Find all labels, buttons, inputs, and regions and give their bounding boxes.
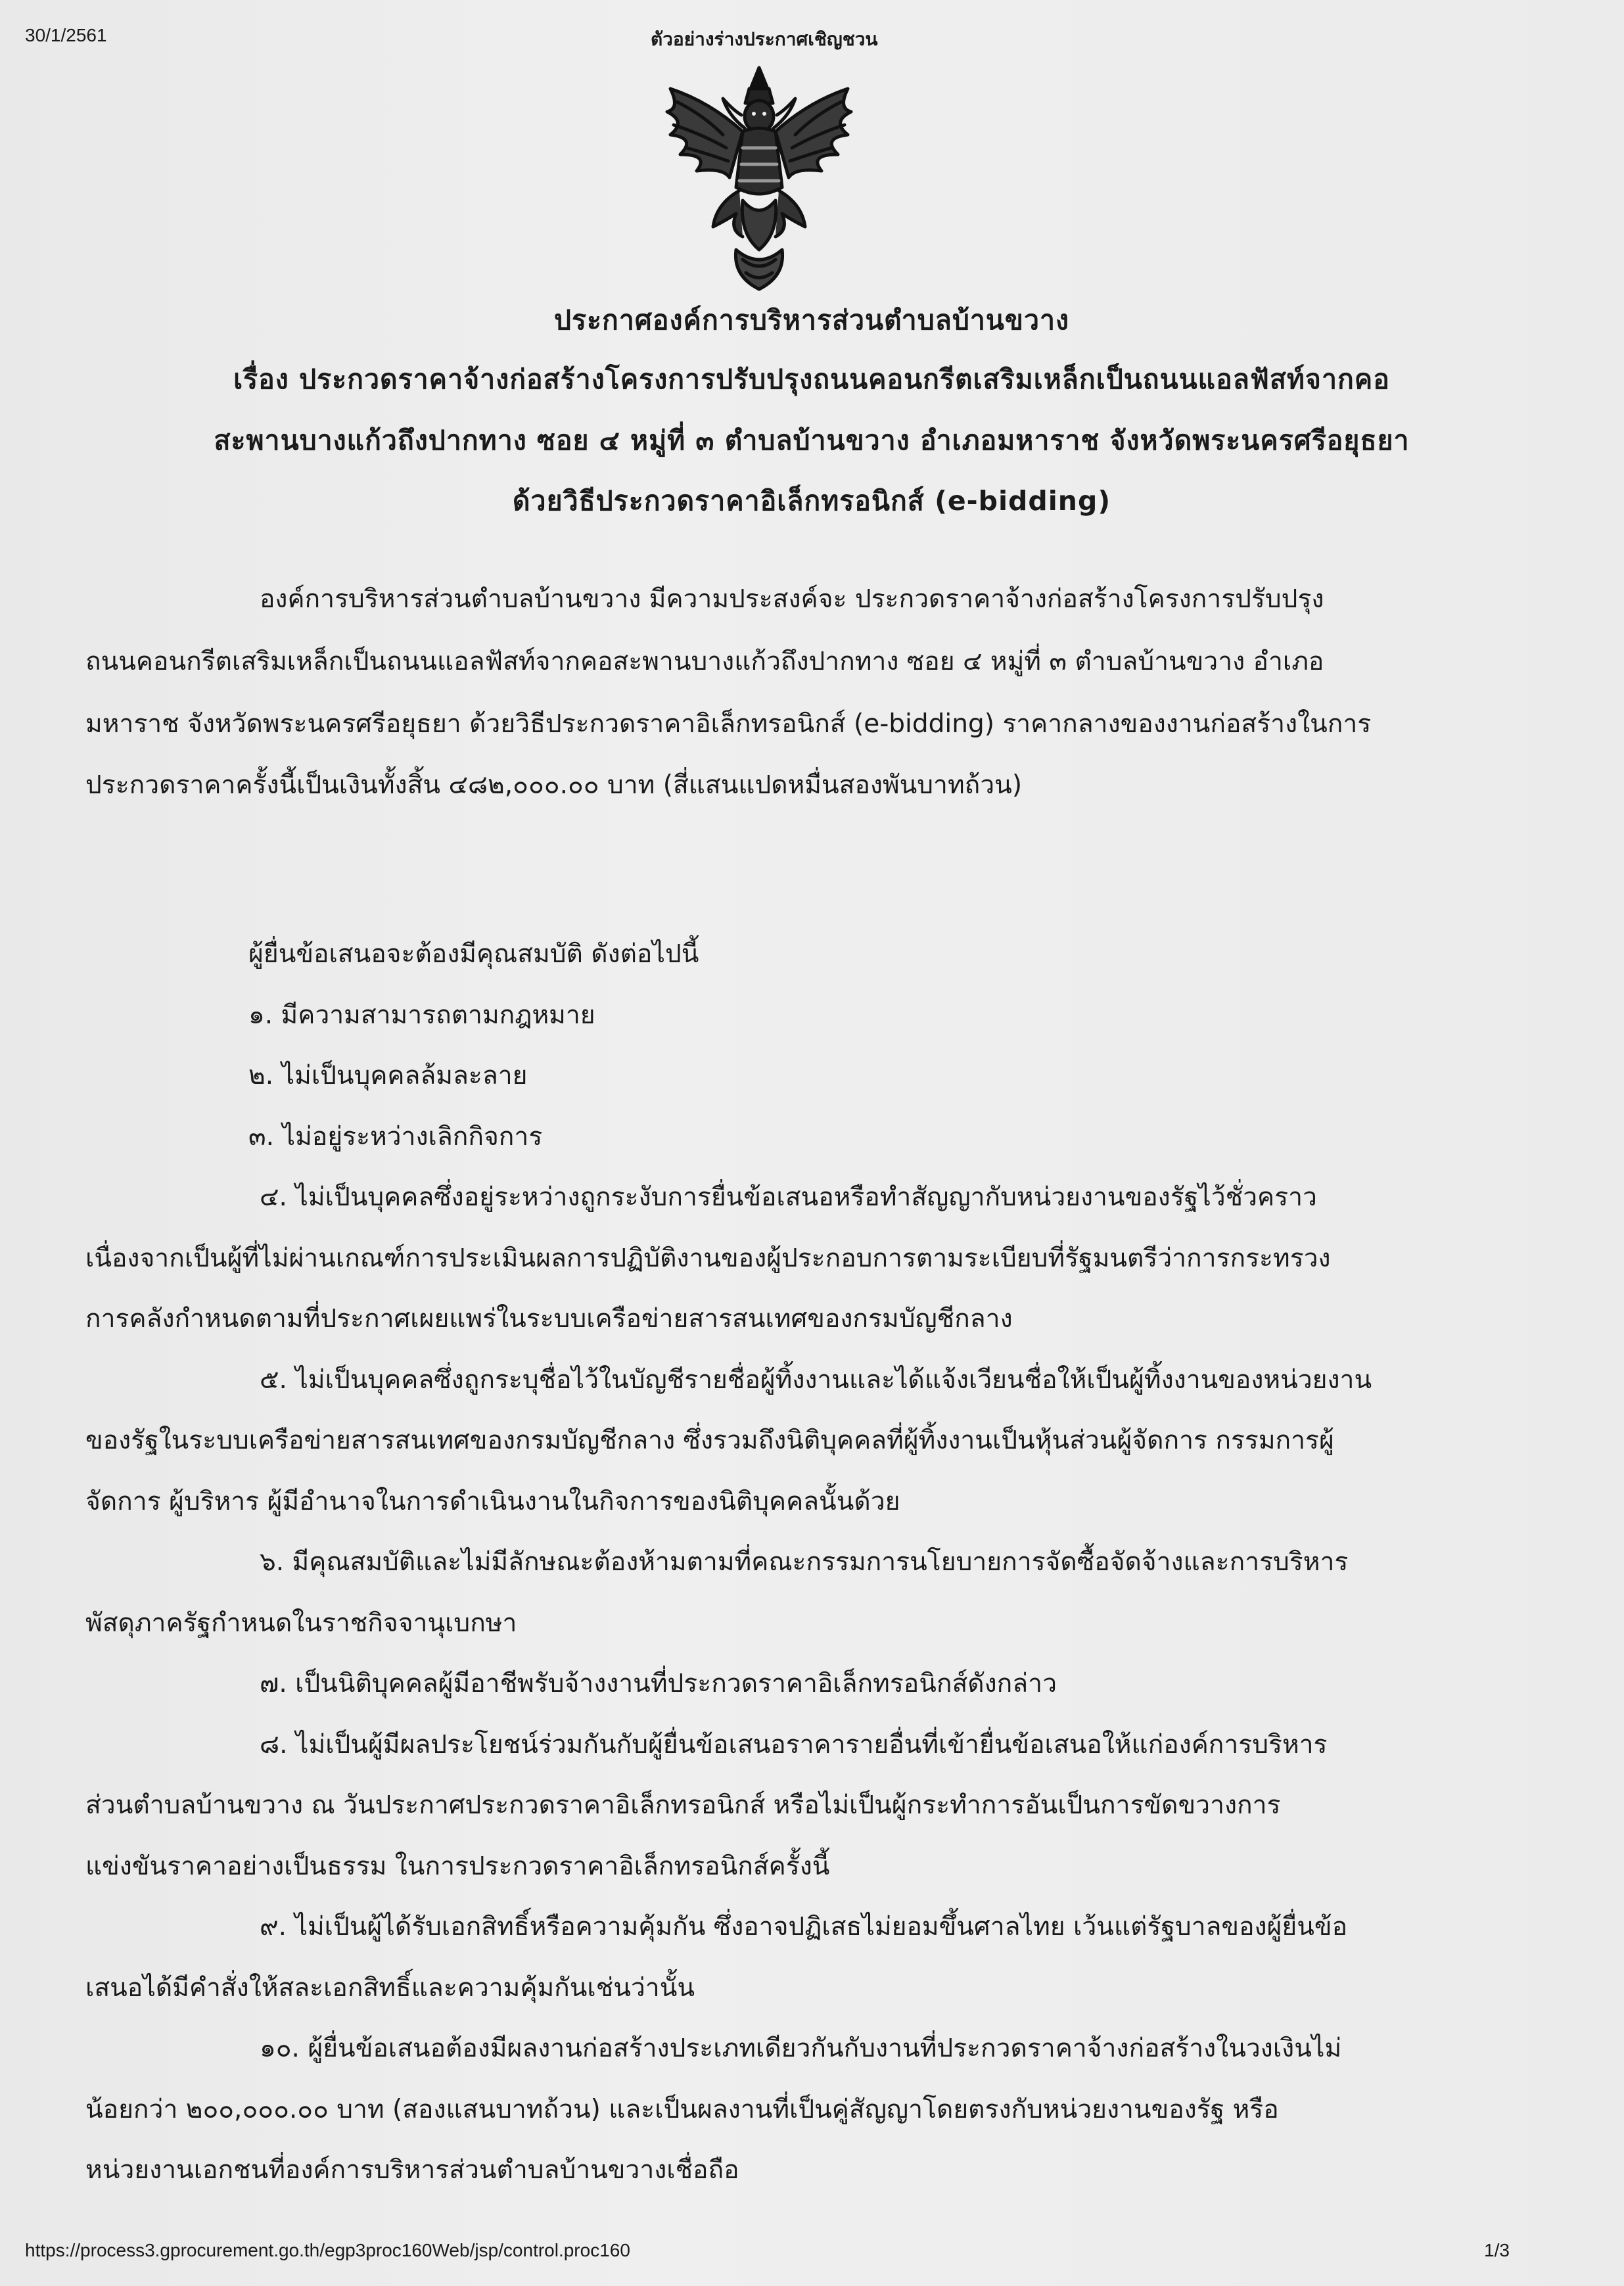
qualification-item: ๙. ไม่เป็นผู้ได้รับเอกสิทธิ์หรือความคุ้มกัน ซึ่งอาจปฏิเสธไม่ยอมขึ้นศาลไทย เว้นแต่รัฐบาลของผู้ยื่นข้อ [260, 1912, 1348, 1942]
qualification-item: ๑๐. ผู้ยื่นข้อเสนอต้องมีผลงานก่อสร้างประเภทเดียวกันกับงานที่ประกวดราคาจ้างก่อสร้างในวงเงินไม่ [260, 2034, 1342, 2063]
print-date: 30/1/2561 [25, 25, 107, 45]
qualification-item: น้อยกว่า ๒๐๐,๐๐๐.๐๐ บาท (สองแสนบาทถ้วน) และเป็นผลงานที่เป็นคู่สัญญาโดยตรงกับหน่วยงานของรัฐ หรือ [85, 2095, 1279, 2124]
subject-line: สะพานบางแก้วถึงปากทาง ซอย ๔ หมู่ที่ ๓ ตำบลบ้านขวาง อำเภอมหาราช จังหวัดพระนครศรีอยุธยา [214, 425, 1410, 456]
qualification-item: พัสดุภาครัฐกำหนดในราชกิจจานุเบกษา [85, 1608, 517, 1638]
qualification-item: แข่งขันราคาอย่างเป็นธรรม ในการประกวดราคาอิเล็กทรอนิกส์ครั้งนี้ [85, 1852, 830, 1881]
qualification-item: ของรัฐในระบบเครือข่ายสารสนเทศของกรมบัญชีกลาง ซึ่งรวมถึงนิติบุคคลที่ผู้ทิ้งงานเป็นหุ้นส่วนผู้จัดการ กรรมการผู้ [85, 1426, 1334, 1455]
qualification-item: ๗. เป็นนิติบุคคลผู้มีอาชีพรับจ้างงานที่ประกวดราคาอิเล็กทรอนิกส์ดังกล่าว [260, 1669, 1057, 1698]
intro-line: มหาราช จังหวัดพระนครศรีอยุธยา ด้วยวิธีประกวดราคาอิเล็กทรอนิกส์ (e-bidding) ราคากลางของงานก่อสร้างในการ [85, 709, 1372, 739]
qualification-item: ๖. มีคุณสมบัติและไม่มีลักษณะต้องห้ามตามที่คณะกรรมการนโยบายการจัดซื้อจัดจ้างและการบริหาร [260, 1547, 1349, 1577]
subject-line: ด้วยวิธีประกวดราคาอิเล็กทรอนิกส์ (e-bidding) [512, 485, 1111, 517]
subject-line: เรื่อง ประกวดราคาจ้างก่อสร้างโครงการปรับปรุงถนนคอนกรีตเสริมเหล็กเป็นถนนแอลฟัสท์จากคอ [233, 363, 1390, 395]
qualification-item: ๔. ไม่เป็นบุคคลซึ่งอยู่ระหว่างถูกระงับการยื่นข้อเสนอหรือทำสัญญากับหน่วยงานของรัฐไว้ชั่วคราว [260, 1182, 1317, 1212]
intro-line: องค์การบริหารส่วนตำบลบ้านขวาง มีความประสงค์จะ ประกวดราคาจ้างก่อสร้างโครงการปรับปรุง [260, 584, 1324, 614]
qualification-item: เสนอได้มีคำสั่งให้สละเอกสิทธิ์และความคุ้มกันเช่นว่านั้น [85, 1973, 695, 2003]
qualification-item: การคลังกำหนดตามที่ประกาศเผยแพร่ในระบบเครือข่ายสารสนเทศของกรมบัญชีกลาง [85, 1304, 1013, 1334]
qualification-item: ๘. ไม่เป็นผู้มีผลประโยชน์ร่วมกันกับผู้ยื่นข้อเสนอราคารายอื่นที่เข้ายื่นข้อเสนอให้แก่องค์การบริหาร [260, 1730, 1328, 1760]
qualification-item: ๒. ไม่เป็นบุคคลล้มละลาย [248, 1061, 528, 1090]
qualification-item: ส่วนตำบลบ้านขวาง ณ วันประกาศประกวดราคาอิเล็กทรอนิกส์ หรือไม่เป็นผู้กระทำการอันเป็นการขัดขวางการ [85, 1790, 1281, 1820]
garuda-emblem-icon [651, 62, 868, 296]
qualification-intro: ผู้ยื่นข้อเสนอจะต้องมีคุณสมบัติ ดังต่อไปนี้ [248, 939, 699, 969]
document-header-title: ตัวอย่างร่างประกาศเชิญชวน [651, 28, 878, 50]
qualification-item: ๑. มีความสามารถตามกฎหมาย [248, 1000, 595, 1030]
footer-url: https://process3.gprocurement.go.th/egp3proc160Web/jsp/control.proc160 [25, 2240, 630, 2260]
qualification-item: ๕. ไม่เป็นบุคคลซึ่งถูกระบุชื่อไว้ในบัญชีรายชื่อผู้ทิ้งงานและได้แจ้งเวียนชื่อให้เป็นผู้ทิ้งงานของหน่วยงาน [260, 1365, 1372, 1395]
intro-line: ประกวดราคาครั้งนี้เป็นเงินทั้งสิ้น ๔๘๒,๐๐๐.๐๐ บาท (สี่แสนแปดหมื่นสองพันบาทถ้วน) [85, 770, 1023, 800]
qualification-item: จัดการ ผู้บริหาร ผู้มีอำนาจในการดำเนินงานในกิจการของนิติบุคคลนั้นด้วย [85, 1487, 900, 1516]
qualification-item: เนื่องจากเป็นผู้ที่ไม่ผ่านเกณฑ์การประเมินผลการปฏิบัติงานของผู้ประกอบการตามระเบียบที่รัฐมนตรีว่าการกระทรวง [85, 1244, 1331, 1273]
page-number: 1/3 [1484, 2240, 1510, 2260]
announcement-heading: ประกาศองค์การบริหารส่วนตำบลบ้านขวาง [553, 304, 1070, 336]
qualification-item: หน่วยงานเอกชนที่องค์การบริหารส่วนตำบลบ้านขวางเชื่อถือ [85, 2155, 739, 2185]
qualification-item: ๓. ไม่อยู่ระหว่างเลิกกิจการ [248, 1122, 543, 1152]
intro-line: ถนนคอนกรีตเสริมเหล็กเป็นถนนแอลฟัสท์จากคอสะพานบางแก้วถึงปากทาง ซอย ๔ หมู่ที่ ๓ ตำบลบ้านขวาง อำเภอ [85, 647, 1324, 676]
